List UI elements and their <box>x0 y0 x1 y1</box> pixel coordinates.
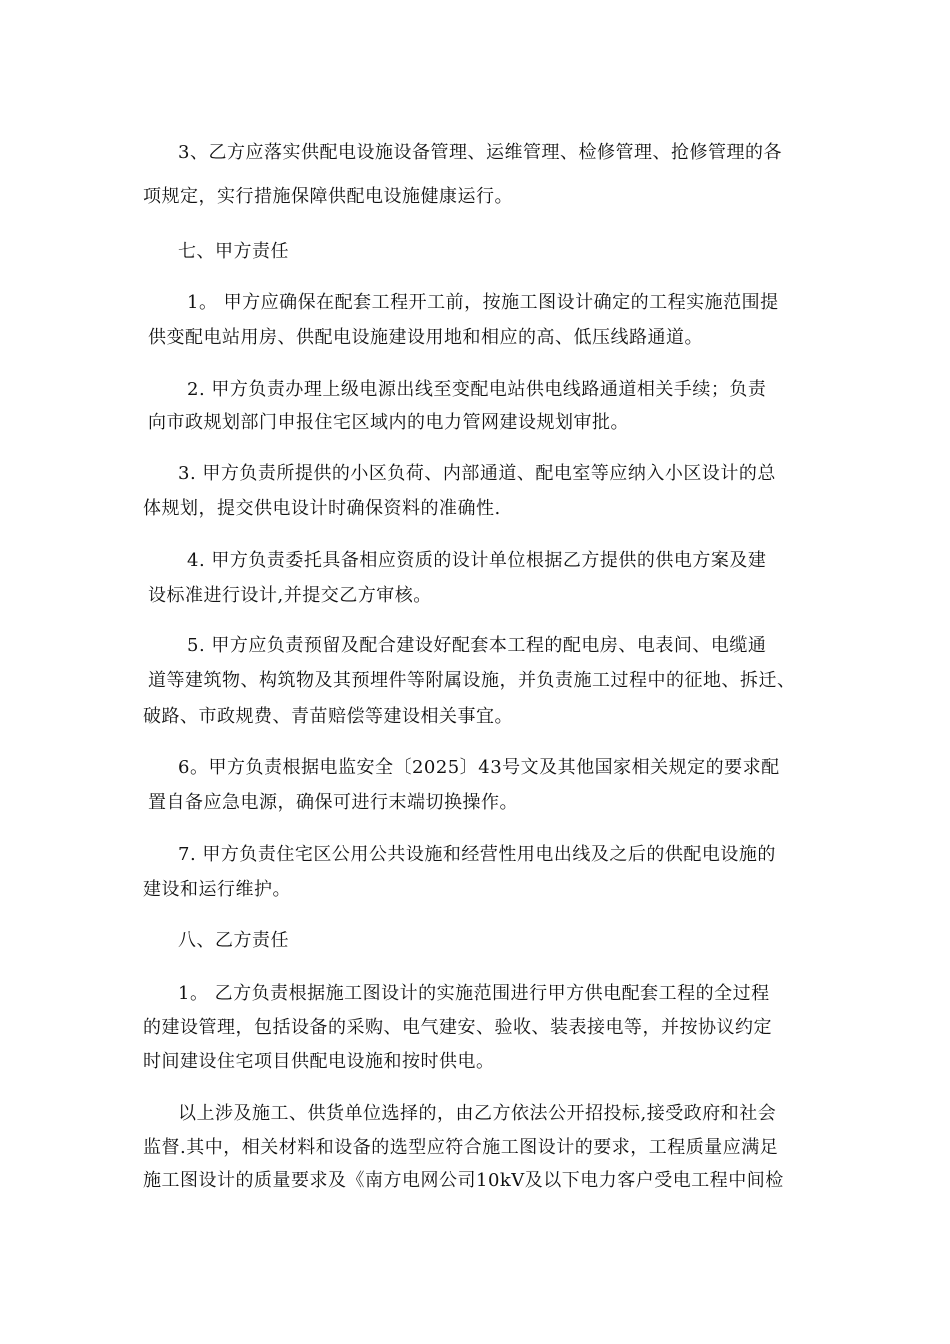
text-line: 4. 甲方负责委托具备相应资质的设计单位根据乙方提供的供电方案及建 <box>187 550 767 571</box>
text-line: 的建设管理，包括设备的采购、电气建安、验收、装表接电等，并按协议约定 <box>143 1017 772 1038</box>
text-line: 2. 甲方负责办理上级电源出线至变配电站供电线路通道相关手续；负责 <box>187 379 767 400</box>
text-line: 以上涉及施工、供货单位选择的，由乙方依法公开招投标,接受政府和社会 <box>178 1103 777 1124</box>
section-heading-party-b: 八、乙方责任 <box>178 930 289 951</box>
text-line: 6。甲方负责根据电监安全〔2025〕43号文及其他国家相关规定的要求配 <box>178 757 780 778</box>
text-line: 设标准进行设计,并提交乙方审核。 <box>148 585 432 606</box>
text-line: 项规定，实行措施保障供配电设施健康运行。 <box>143 186 513 207</box>
text-line: 供变配电站用房、供配电设施建设用地和相应的高、低压线路通道。 <box>148 327 703 348</box>
text-line: 监督.其中，相关材料和设备的选型应符合施工图设计的要求，工程质量应满足 <box>143 1137 779 1158</box>
text-line: 施工图设计的质量要求及《南方电网公司10kV及以下电力客户受电工程中间检 <box>143 1170 784 1191</box>
text-line: 7. 甲方负责住宅区公用公共设施和经营性用电出线及之后的供配电设施的 <box>178 844 776 865</box>
text-line: 3、乙方应落实供配电设施设备管理、运维管理、检修管理、抢修管理的各 <box>178 142 782 163</box>
text-line: 建设和运行维护。 <box>143 879 291 900</box>
section-heading-party-a: 七、甲方责任 <box>178 241 289 262</box>
text-line: 道等建筑物、构筑物及其预埋件等附属设施，并负责施工过程中的征地、拆迁、 <box>148 670 796 691</box>
text-line: 5. 甲方应负责预留及配合建设好配套本工程的配电房、电表间、电缆通 <box>187 635 767 656</box>
text-line: 破路、市政规费、青苗赔偿等建设相关事宜。 <box>143 706 513 727</box>
text-line: 1。 甲方应确保在配套工程开工前，按施工图设计确定的工程实施范围提 <box>187 292 779 313</box>
text-line: 1。 乙方负责根据施工图设计的实施范围进行甲方供电配套工程的全过程 <box>178 983 770 1004</box>
text-line: 时间建设住宅项目供配电设施和按时供电。 <box>143 1051 495 1072</box>
text-line: 体规划，提交供电设计时确保资料的准确性. <box>143 498 501 519</box>
text-line: 3. 甲方负责所提供的小区负荷、内部通道、配电室等应纳入小区设计的总 <box>178 463 776 484</box>
text-line: 向市政规划部门申报住宅区域内的电力管网建设规划审批。 <box>148 412 629 433</box>
text-line: 置自备应急电源，确保可进行末端切换操作。 <box>148 792 518 813</box>
